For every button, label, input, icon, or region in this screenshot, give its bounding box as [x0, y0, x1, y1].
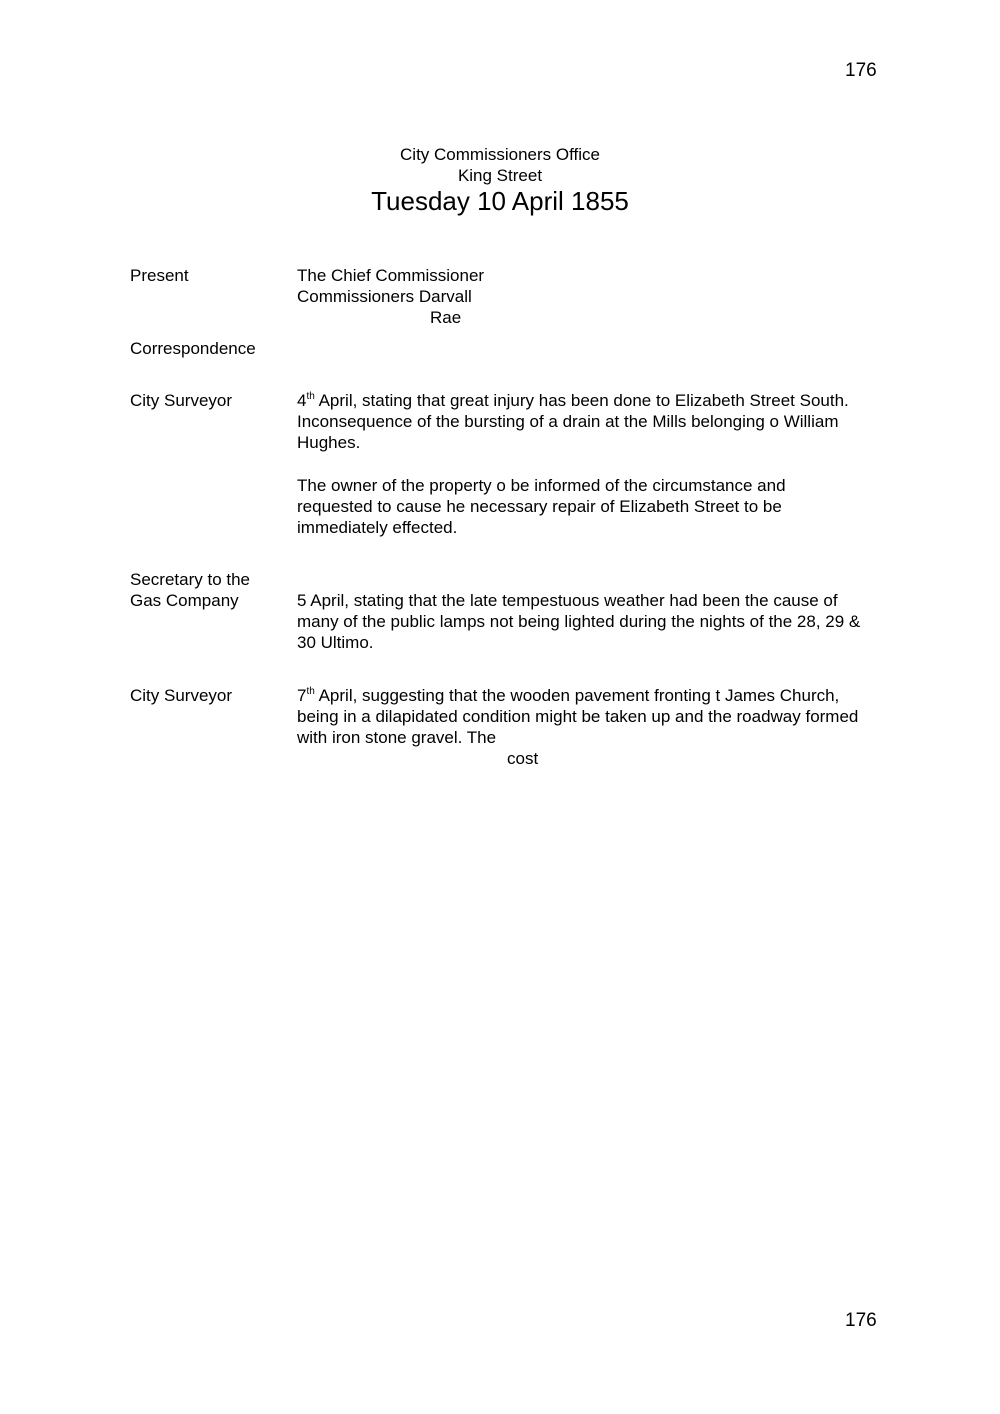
- entry-sender-label: Secretary to the: [130, 570, 251, 589]
- resolution-line: immediately effected.: [297, 518, 458, 537]
- entry-day: 4: [297, 391, 307, 410]
- resolution-line: requested to cause he necessary repair of Elizabeth Street to be: [297, 497, 782, 516]
- entry-resolution-text: [297, 475, 922, 538]
- page-number-bottom: 176: [845, 1310, 877, 1331]
- entry-day-suffix: th: [306, 391, 315, 402]
- entry-line: many of the public lamps not being lighted during the nights of the 28, 29 &: [297, 612, 861, 631]
- page-title: Tuesday 10 April 1855: [371, 186, 629, 216]
- present-line: The Chief Commissioner: [297, 266, 485, 285]
- office-heading: City Commissioners Office: [400, 145, 600, 164]
- entry-line: Hughes.: [297, 433, 361, 452]
- present-label: Present: [130, 266, 189, 285]
- street-heading: King Street: [457, 166, 543, 185]
- entry-first-line: [297, 390, 922, 411]
- entry-first-line-rest: April, suggesting that the wooden pavement fronting t James Church,: [314, 686, 840, 705]
- entry-first-line: [297, 685, 922, 706]
- entry-day-suffix: th: [306, 686, 315, 697]
- present-line: Commissioners Darvall: [297, 287, 472, 306]
- page-number-top: 176: [845, 60, 877, 81]
- entry-line: 5 April, stating that the late tempestuous weather had been the cause of: [297, 591, 838, 610]
- entry-day: 7: [297, 686, 307, 705]
- resolution-line: The owner of the property o be informed of the circumstance and: [297, 476, 786, 495]
- entry-line: 30 Ultimo.: [297, 633, 374, 652]
- correspondence-label: Correspondence: [130, 339, 256, 358]
- entry-sender-label: City Surveyor: [130, 391, 233, 410]
- entry-line: being in a dilapidated condition might be taken up and the roadway formed: [297, 707, 859, 726]
- entry-letter-text: [297, 685, 922, 748]
- entry-sender-label: City Surveyor: [130, 686, 233, 705]
- present-line: Rae: [430, 308, 462, 327]
- entry-line: with iron stone gravel. The: [297, 728, 497, 747]
- entry-sender-label: Gas Company: [130, 591, 239, 610]
- catchword: cost: [507, 749, 539, 768]
- entry-letter-text: [297, 390, 922, 453]
- entry-line: Inconsequence of the bursting of a drain at the Mills belonging o William: [297, 412, 839, 431]
- entry-letter-text: [297, 590, 922, 653]
- entry-first-line-rest: April, stating that great injury has been done to Elizabeth Street South.: [314, 391, 849, 410]
